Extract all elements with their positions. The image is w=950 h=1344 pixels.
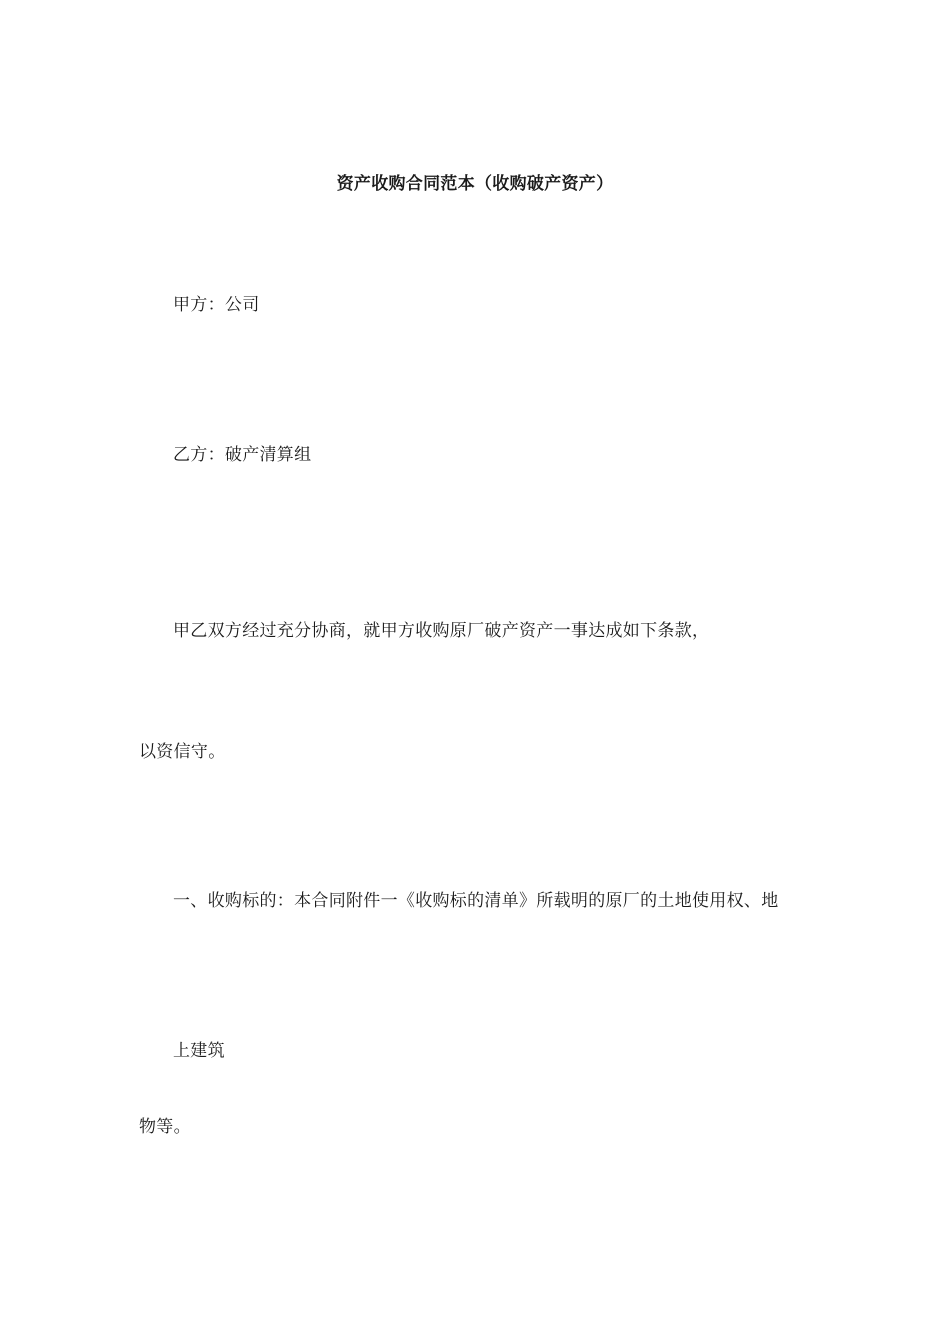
clause-1-line-1: 一、收购标的：本合同附件一《收购标的清单》所载明的原厂的土地使用权、地 [173, 891, 779, 911]
intro-paragraph-line-1: 甲乙双方经过充分协商，就甲方收购原厂破产资产一事达成如下条款， [173, 621, 710, 641]
intro-paragraph-line-2: 以资信守。 [139, 742, 226, 762]
party-b-line: 乙方：破产清算组 [173, 445, 312, 465]
document-title: 资产收购合同范本（收购破产资产） [336, 174, 614, 194]
party-a-line: 甲方：公司 [173, 295, 260, 315]
clause-1-line-2: 上建筑 [173, 1041, 225, 1061]
clause-1-line-3: 物等。 [139, 1117, 191, 1137]
